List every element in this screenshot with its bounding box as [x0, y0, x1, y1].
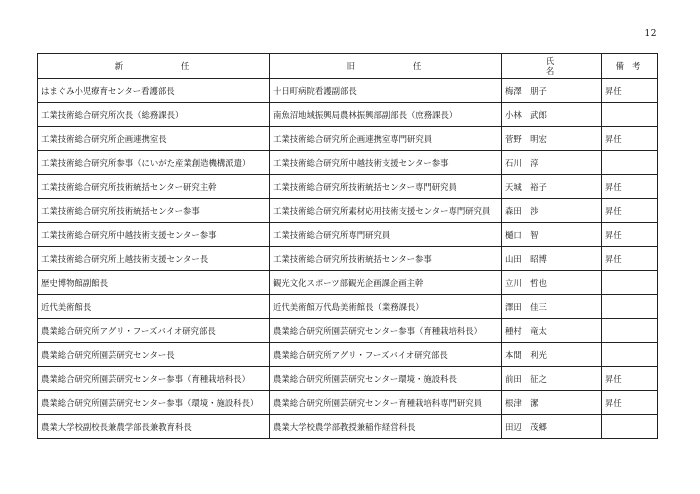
cell-name: 石川 淳: [502, 151, 602, 175]
cell-previous-position: 工業技術総合研究所技術統括センター専門研究員: [270, 175, 502, 199]
table-row: [38, 295, 658, 319]
cell-name: 小林 武郎: [502, 103, 602, 127]
table-row: [38, 271, 658, 295]
table-row: [38, 391, 658, 415]
header-new: 新任: [38, 54, 270, 79]
header-row: [38, 54, 658, 79]
header-old: 旧任: [270, 54, 502, 79]
cell-name: 菅野 明宏: [502, 127, 602, 151]
cell-previous-position: 農業総合研究所アグリ・フーズバイオ研究部長: [270, 343, 502, 367]
cell-name: 樋口 智: [502, 223, 602, 247]
cell-remarks: 昇任: [602, 391, 658, 415]
cell-previous-position: 農業総合研究所園芸研究センター育種栽培科専門研究員: [270, 391, 502, 415]
cell-remarks: [602, 343, 658, 367]
cell-remarks: 昇任: [602, 127, 658, 151]
cell-previous-position: 工業技術総合研究所技術統括センター参事: [270, 247, 502, 271]
cell-previous-position: 農業総合研究所園芸研究センター参事（育種栽培科長）: [270, 319, 502, 343]
cell-previous-position: 工業技術総合研究所中越技術支援センター参事: [270, 151, 502, 175]
cell-name: 種村 竜太: [502, 319, 602, 343]
cell-new-position: 工業技術総合研究所企画連携室長: [38, 127, 270, 151]
cell-remarks: 昇任: [602, 79, 658, 103]
cell-name: 根津 潔: [502, 391, 602, 415]
cell-new-position: はまぐみ小児療育センター看護部長: [38, 79, 270, 103]
table-row: [38, 151, 658, 175]
cell-previous-position: 農業総合研究所園芸研究センター環境・施設科長: [270, 367, 502, 391]
cell-name: 澤田 佳三: [502, 295, 602, 319]
cell-new-position: 工業技術総合研究所技術統括センター参事: [38, 199, 270, 223]
cell-previous-position: 工業技術総合研究所企画連携室専門研究員: [270, 127, 502, 151]
table-row: [38, 247, 658, 271]
cell-name: 山田 昭博: [502, 247, 602, 271]
cell-previous-position: 南魚沼地域振興局農林振興部副部長（庶務課長）: [270, 103, 502, 127]
table-row: [38, 175, 658, 199]
cell-name: 田辺 茂郷: [502, 415, 602, 439]
table-row: [38, 79, 658, 103]
cell-new-position: 工業技術総合研究所参事（にいがた産業創造機構派遣）: [38, 151, 270, 175]
table-row: [38, 103, 658, 127]
cell-new-position: 農業総合研究所園芸研究センター長: [38, 343, 270, 367]
cell-previous-position: 工業技術総合研究所素材応用技術支援センター専門研究員: [270, 199, 502, 223]
cell-new-position: 近代美術館長: [38, 295, 270, 319]
cell-remarks: 昇任: [602, 199, 658, 223]
cell-remarks: [602, 103, 658, 127]
cell-new-position: 農業総合研究所アグリ・フーズバイオ研究部長: [38, 319, 270, 343]
cell-new-position: 工業技術総合研究所上越技術支援センター長: [38, 247, 270, 271]
cell-previous-position: 工業技術総合研究所専門研究員: [270, 223, 502, 247]
cell-name: 森田 渉: [502, 199, 602, 223]
cell-remarks: [602, 319, 658, 343]
header-remarks: 備考: [602, 54, 658, 79]
cell-name: 天城 裕子: [502, 175, 602, 199]
cell-new-position: 工業技術総合研究所次長（総務課長）: [38, 103, 270, 127]
cell-remarks: [602, 415, 658, 439]
cell-previous-position: 十日町病院看護副部長: [270, 79, 502, 103]
table-row: [38, 319, 658, 343]
cell-remarks: [602, 271, 658, 295]
cell-remarks: 昇任: [602, 367, 658, 391]
table-row: [38, 367, 658, 391]
page-number: 12: [644, 29, 657, 39]
table-row: [38, 199, 658, 223]
cell-name: 梅澤 朋子: [502, 79, 602, 103]
cell-new-position: 工業技術総合研究所中越技術支援センター参事: [38, 223, 270, 247]
cell-name: 立川 哲也: [502, 271, 602, 295]
table-row: [38, 127, 658, 151]
cell-new-position: 工業技術総合研究所技術統括センター研究主幹: [38, 175, 270, 199]
cell-new-position: 農業総合研究所園芸研究センター参事（環境・施設科長）: [38, 391, 270, 415]
cell-new-position: 歴史博物館副館長: [38, 271, 270, 295]
cell-name: 前田 征之: [502, 367, 602, 391]
header-name: 氏名: [502, 54, 602, 79]
table-row: [38, 415, 658, 439]
cell-new-position: 農業大学校副校長兼農学部長兼教育科長: [38, 415, 270, 439]
cell-new-position: 農業総合研究所園芸研究センター参事（育種栽培科長）: [38, 367, 270, 391]
cell-remarks: 昇任: [602, 247, 658, 271]
cell-remarks: [602, 295, 658, 319]
cell-previous-position: 近代美術館万代島美術館長（業務課長）: [270, 295, 502, 319]
cell-remarks: 昇任: [602, 223, 658, 247]
table-row: [38, 343, 658, 367]
cell-previous-position: 農業大学校農学部教授兼稲作経営科長: [270, 415, 502, 439]
cell-previous-position: 観光文化スポーツ部観光企画課企画主幹: [270, 271, 502, 295]
cell-remarks: 昇任: [602, 175, 658, 199]
personnel-table: [37, 53, 658, 439]
cell-name: 本間 利光: [502, 343, 602, 367]
cell-remarks: [602, 151, 658, 175]
table-row: [38, 223, 658, 247]
